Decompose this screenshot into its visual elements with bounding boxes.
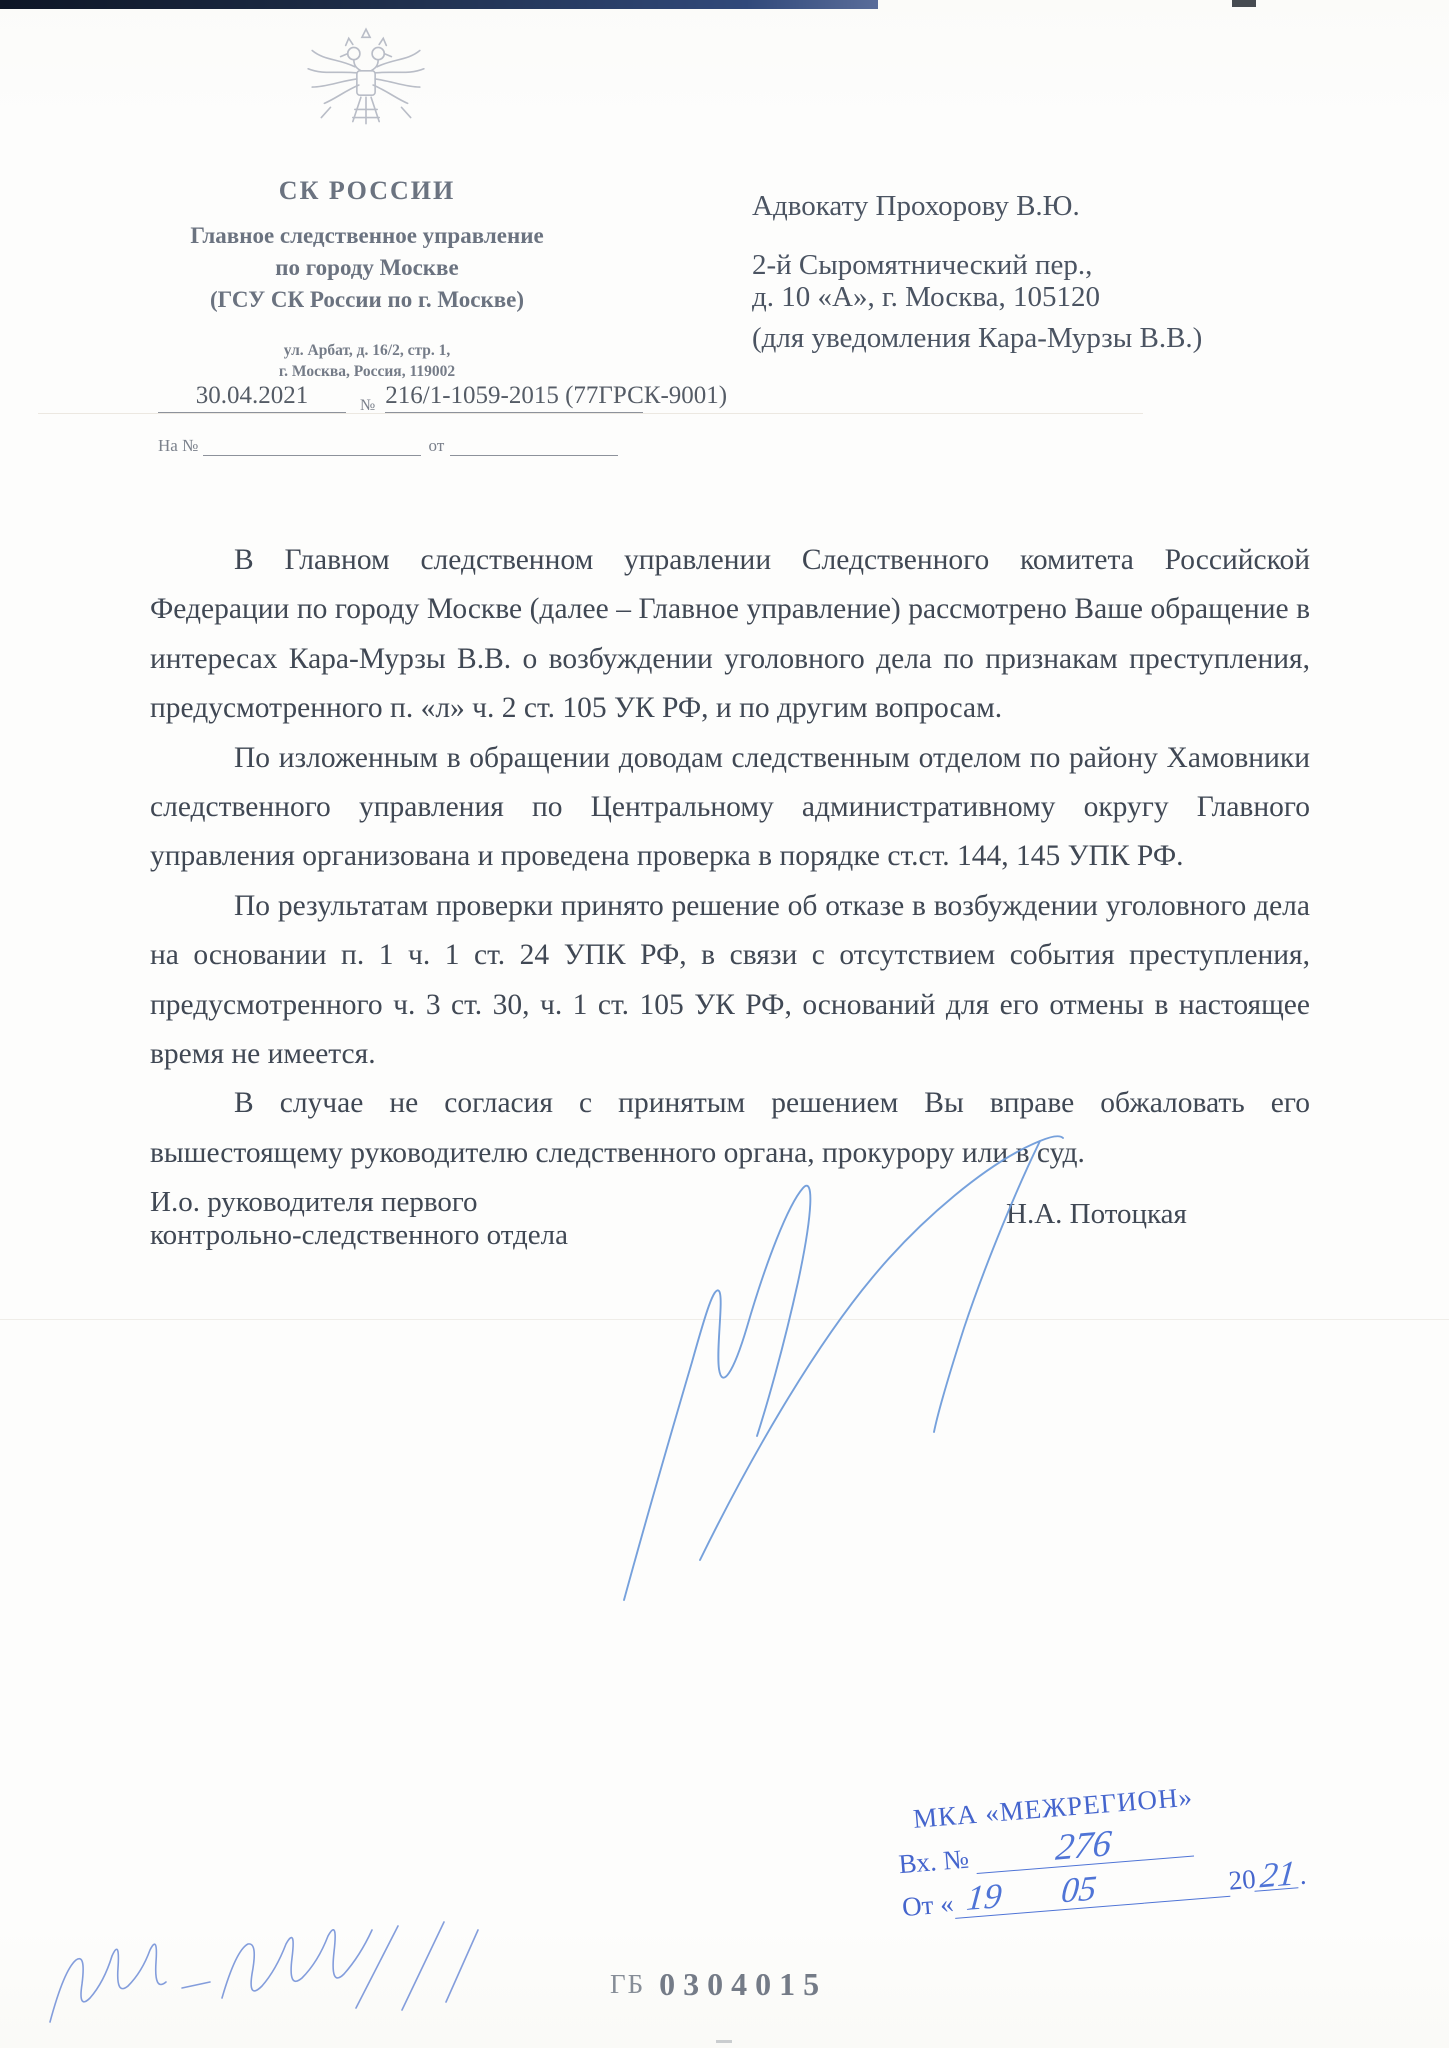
form-number-prefix: ГБ — [610, 1969, 646, 1999]
recipient-address-line: 2-й Сыромятнический пер., — [752, 249, 1093, 281]
outgoing-reference-row — [158, 382, 778, 413]
ref-label: На № — [158, 436, 199, 455]
signer-title — [150, 1186, 568, 1252]
recipient-name: Адвокату Прохорову В.Ю. — [752, 190, 1080, 222]
number-sign-label: № — [360, 397, 376, 414]
form-number-digits: 0304015 — [659, 1966, 828, 2002]
scan-artifact-line — [0, 1319, 1449, 1320]
ref-from-label: от — [428, 436, 445, 455]
stamp-date-year-handwritten: 21 — [1254, 1859, 1301, 1892]
stamp-date-label: От « — [900, 1888, 955, 1923]
stamp-date-day-handwritten: 19 — [964, 1875, 1004, 1919]
scan-artifact-dot — [716, 2040, 732, 2043]
org-name-line: (ГСУ СК России по г. Москве) — [209, 287, 525, 312]
recipient-block — [752, 190, 1312, 354]
stamp-date-blank-line — [1144, 1896, 1230, 1904]
stamp-date-month-line — [1014, 1868, 1144, 1914]
body-paragraph-3: По результатам проверки принято решение об отказе в возбуждении уголовного дела на основании п. 1 ч. 1 ст. 24 УПК РФ, в связи с отсутствием события преступления, предусмотренного ч. 3 ст. 30, ч. 1 ст. 105 УК РФ, оснований для его отмены в настоящее время не имеется. — [150, 889, 1310, 1071]
signature-ink — [624, 1136, 1063, 1600]
org-address-line: г. Москва, Россия, 119002 — [278, 363, 456, 380]
form-number — [610, 1966, 827, 2003]
stamp-org-name: МКА «МЕЖРЕГИОН» — [911, 1781, 1194, 1834]
org-name-short: СК РОССИИ — [278, 176, 456, 205]
stamp-date-day-line — [952, 1875, 1016, 1919]
recipient-note: (для уведомления Кара-Мурзы В.В.) — [752, 322, 1203, 354]
signer-title-line: контрольно-следственного отдела — [150, 1219, 569, 1251]
scan-artifact-top-right-mark — [1232, 0, 1256, 7]
scan-artifact-line — [38, 413, 1143, 414]
coat-of-arms-icon — [300, 20, 432, 144]
signer-title-line: И.о. руководителя первого — [150, 1186, 478, 1218]
letter-body — [150, 536, 1310, 1178]
org-address — [138, 340, 596, 382]
scan-artifact-top-band — [0, 0, 878, 9]
incoming-reference-row — [158, 436, 778, 456]
stamp-incoming-number-handwritten: 276 — [1054, 1822, 1114, 1869]
org-name-line: по городу Москве — [275, 255, 459, 280]
stamp-date-year-prefix: 20 — [1227, 1863, 1257, 1896]
stamp-incoming-line — [974, 1823, 1194, 1874]
letterhead — [138, 176, 596, 382]
letter-date: 30.04.2021 — [158, 382, 346, 413]
outgoing-number: 216/1-1059-2015 (77ГРСК-9001) — [385, 382, 643, 413]
stamp-incoming-label: Вх. № — [897, 1843, 971, 1880]
handwritten-note-ink — [50, 1922, 478, 2022]
org-name-line: Главное следственное управление — [190, 223, 544, 248]
body-paragraph-1: В Главном следственном управлении Следственного комитета Российской Федерации по городу Москве (далее – Главное управление) рассмотрено Ваше обращение в интересах Кара-Мурзы В.В. о возбуждении уголовного дела по признакам преступления, предусмотренного п. «л» ч. 2 ст. 105 УК РФ, и по другим вопросам. — [150, 544, 1310, 725]
stamp-date-period: . — [1298, 1859, 1308, 1891]
recipient-address-line: д. 10 «А», г. Москва, 105120 — [752, 281, 1100, 313]
body-paragraph-2: По изложенным в обращении доводам следственным отделом по району Хамовники следственного управления по Центральному административному округу Главного управления организована и проведена проверка в порядке ст.ст. 144, 145 УПК РФ. — [150, 741, 1310, 873]
stamp-date-month-handwritten: 05 — [1059, 1868, 1099, 1911]
signer-name: Н.А. Потоцкая — [1006, 1198, 1187, 1230]
ref-number-blank — [203, 455, 421, 456]
ref-date-blank — [450, 455, 618, 456]
body-paragraph-4: В случае не согласия с принятым решением Вы вправе обжаловать его вышестоящему руководителю следственного органа, прокурору или в суд. — [150, 1087, 1310, 1169]
org-address-line: ул. Арбат, д. 16/2, стр. 1, — [283, 342, 451, 359]
incoming-stamp — [894, 1771, 1332, 1923]
